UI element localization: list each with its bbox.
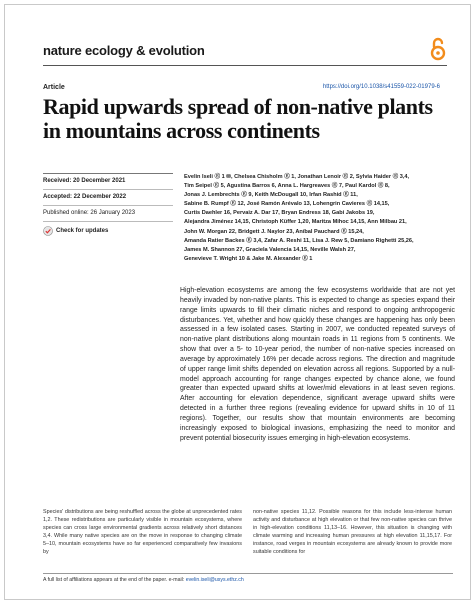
abstract: High-elevation ecosystems are among the few ecosystems worldwide that are not yet heavily invaded by non-native plants. This is expected to change as species expand their range limits upwards to fill their climatic niches and respond to ongoing anthropogenic disturbances. Yet, whether and how quickly these changes are happening has only been assessed in a few isolated cases. Starting in 2007, we conducted repeated surveys of non-native plant distributions along mountain roads in 11 regions from 5 continents. We show that over a 5- to 10-year period, the number of non-native species increased on average by approximately 16% per decade across regions. The direction and magnitude of upper range limit shifts depended on elevation across all regions. Supported by a null-model approach accounting for range changes expected by chance alone, we found greater than expected upward shifts at lower/mid elevations in at least seven regions. After accounting for elevation dependence, significant average upward shifts were detected in a further three regions (revealing evidence for upward shifts in 10 of 11 regions). Together, our results show that mountain environments are becoming increasingly exposed to biological invasions, emphasizing the need to monitor and prevent potential biosecurity issues emerging in high-elevation ecosystems. [180, 287, 455, 442]
author-line[interactable]: James M. Shannon 27, Graciela Valencia 14,15, Neville Walsh 27, [184, 246, 356, 253]
check-for-updates-icon [43, 226, 53, 236]
email-link[interactable]: evelin.iseli@usys.ethz.ch [185, 577, 244, 583]
intro-column-right: non-native species 11,12. Possible reasons for this include less-intense human activity and disturbance at high elevation or that few non-native species can thrive in high-elevation conditions 11,13–16. However, this situation is changing with climate warming and increasing human pressures at high elevation 11,15,17. For instance, road verges in mountain ecosystems are already known to provide more suitable conditions for [253, 509, 452, 555]
footnote-text: A full list of affiliations appears at the end of the paper. [43, 577, 168, 583]
published-date: Published online: 26 January 2023 [43, 206, 173, 222]
author-list [184, 173, 452, 264]
article-type-label: Article [43, 84, 65, 91]
article-title: Rapid upwards spread of non-native plants in mountains across continents [43, 94, 433, 143]
received-date: Received: 20 December 2021 [43, 173, 173, 190]
author-line[interactable]: Evelin Iseli Ⓔ 1 ✉, Chelsea Chisholm Ⓔ 1, Jonathan Lenoir Ⓔ 2, Sylvia Haider Ⓔ 3,4, [184, 174, 410, 180]
author-line[interactable]: Curtis Daehler 16, Pervaiz A. Dar 17, Bryan Endress 18, Gabi Jakobs 19, [184, 210, 375, 217]
doi-link[interactable]: https://doi.org/10.1038/s41559-022-01979-6 [322, 84, 440, 90]
check-for-updates-label: Check for updates [56, 228, 109, 234]
affiliations-footnote [43, 573, 453, 583]
article-page [4, 4, 471, 600]
author-line[interactable]: Alejandra Jiménez 14,15, Christoph Küffer 1,20, Maritza Mihoc 14,15, Ann Milbau 21, [184, 219, 407, 226]
intro-column-left: Species' distributions are being reshuffled across the globe at unprecedented rates 1,2. These redistributions are particularly visible in mountain ecosystems, where species can cross large environmental gradients across relatively short distances 3,4. While many native species are on the move in response to changing climate 5–10, mountain ecosystems have so far experienced comparatively few invasions by [43, 509, 242, 555]
check-for-updates-button[interactable] [43, 222, 173, 236]
author-line[interactable]: Genevieve T. Wright 10 & Jake M. Alexander Ⓔ 1 [184, 255, 313, 262]
journal-name[interactable]: nature ecology & evolution [43, 43, 205, 58]
author-line[interactable]: Tim Seipel Ⓔ 5, Agustina Barros 6, Anna L. Hargreaves Ⓔ 7, Paul Kardol Ⓔ 8, [184, 183, 390, 190]
accepted-date: Accepted: 22 December 2022 [43, 190, 173, 206]
open-access-lock-icon[interactable] [429, 37, 447, 61]
article-dates [43, 173, 173, 236]
introduction [43, 509, 453, 556]
author-line[interactable]: Amanda Ratier Backes Ⓔ 3,4, Zafar A. Reshi 11, Lisa J. Rew 5, Damiano Righetti 25,26, [184, 237, 414, 244]
journal-header [43, 35, 447, 63]
author-line[interactable]: John W. Morgan 22, Bridgett J. Naylor 23, Aníbal Pauchard Ⓔ 15,24, [184, 228, 364, 235]
email-label: e-mail: [168, 577, 185, 583]
author-line[interactable]: Jonas J. Lembrechts Ⓔ 9, Keith McDougall 10, Irfan Rashid Ⓔ 11, [184, 192, 358, 199]
header-divider [43, 65, 447, 66]
author-line[interactable]: Sabine B. Rumpf Ⓔ 12, José Ramón Arévalo 13, Lohengrin Cavieres Ⓔ 14,15, [184, 201, 390, 208]
